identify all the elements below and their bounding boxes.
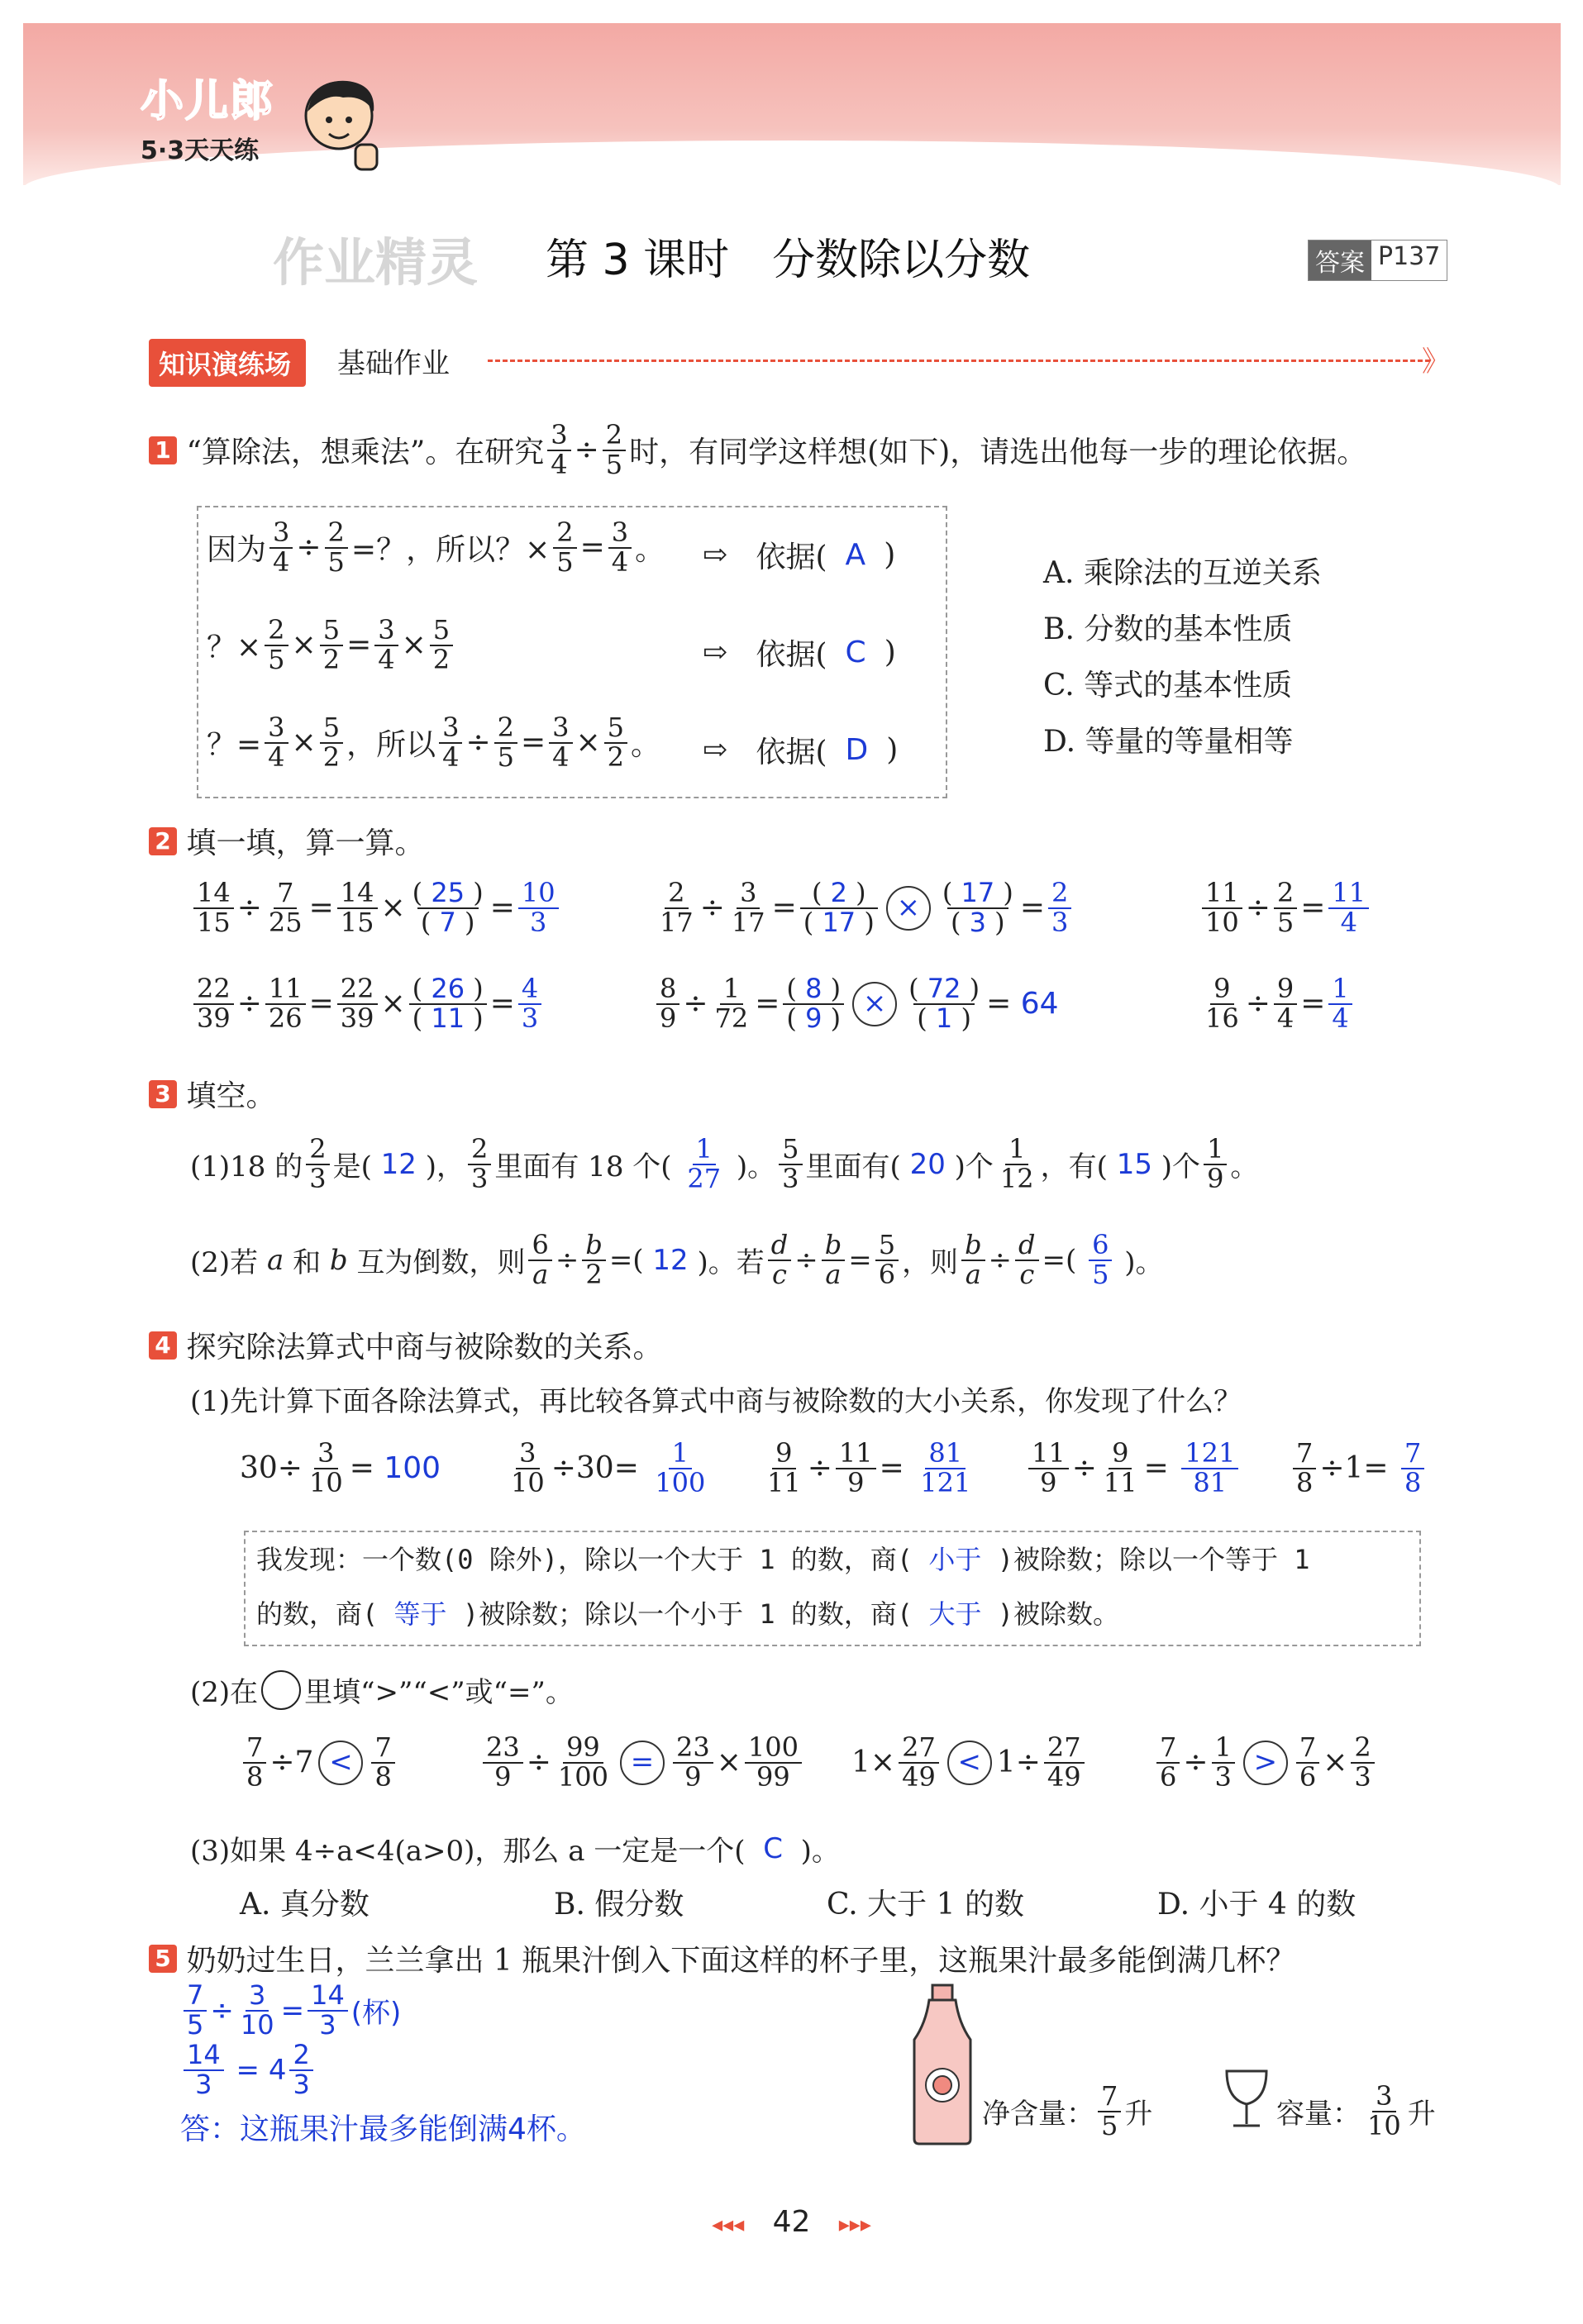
q3-stem-text: 填空。 <box>186 1079 276 1113</box>
q4-cmp2-answer: = <box>620 1741 665 1785</box>
q1-row2: ？× $\frac{2}{5}$ × $\frac{5}{2}$ = $\frac{3}{4}$ × $\frac{5}{2}$ <box>207 617 456 674</box>
q4-stem <box>149 1324 662 1366</box>
q2-r1c: $\frac{11}{10}$ ÷ $\frac{2}{5}$ = $\frac{11}{4}$ <box>1199 879 1372 936</box>
q4-option-a: A. 真分数 <box>240 1888 370 1922</box>
q1-row3: ？= $\frac{3}{4}$ × $\frac{5}{2}$ ，所以 $\frac{3}{4}$ ÷ $\frac{2}{5}$ = $\frac{3}{4}$ × $\frac{5}{2}$ 。 <box>207 712 661 773</box>
q3-stem <box>149 1073 275 1115</box>
q4-part2: (2)在 里填“>”“<”或“=”。 <box>190 1669 574 1710</box>
mascot-icon <box>298 74 389 174</box>
q1-basis-2: ⇨ 依据( C ) <box>703 636 896 672</box>
prev-arrows-icon: ◂◂◂ <box>712 2212 745 2237</box>
q2-number: 2 <box>149 827 177 855</box>
q4-ex1: 30÷ $\frac{3}{10}$ = 100 <box>240 1437 441 1498</box>
q1-answer-1: A <box>845 538 866 572</box>
q4-cmp1: $\frac{7}{8}$ ÷7 < $\frac{7}{8}$ <box>240 1734 398 1791</box>
q1-row3-so: ，所以 <box>346 728 436 763</box>
q2-stem-text: 填一填，算一算。 <box>186 826 425 860</box>
q4-part1: (1)先计算下面各除法算式，再比较各算式中商与被除数的大小关系，你发现了什么？ <box>190 1385 1242 1418</box>
watermark: 作业精灵 <box>273 232 479 293</box>
q4-cmp3-answer: < <box>947 1741 992 1785</box>
q3-part1: (1)18 的 $\frac{2}{3}$ 是( 12 )， $\frac{2}{3}$ 里面有 18 个( $\frac{1}{27}$ )。 $\frac{5}{3}$ 里面有( 20 )个 $\frac{1}{12}$ ，有( 15 )个 $\frac{1}{9}$ 。 <box>190 1133 1259 1194</box>
section-badge: 知识演练场 <box>149 339 306 387</box>
q4-finding-line2: 的数，商( 等于 )被除数；除以一个小于 1 的数，商( 大于 )被除数。 <box>256 1598 1119 1630</box>
q2-r1b-operator: × <box>886 886 931 931</box>
q2-r2b: $\frac{8}{9}$ ÷ $\frac{1}{72}$ = $\frac{( 8 )}{( 9 )}$ × $\frac{( 72 )}{( 1 )}$ = 64 <box>653 975 1059 1032</box>
juice-bottle-icon <box>909 1982 975 2147</box>
logo-main-text: 小儿郎 <box>141 77 275 126</box>
q1-row1-so: ，所以 <box>406 533 496 568</box>
q1-basis-1: ⇨ 依据( A ) <box>703 538 896 574</box>
q2-r2a: $\frac{22}{39}$ ÷ $\frac{11}{26}$ = $\frac{22}{39}$ × $\frac{( 26 )}{( 11 )}$ = $\frac{4}{3}$ <box>190 975 545 1032</box>
q4-part3: (3)如果 4÷a<4(a>0)，那么 a 一定是一个( C )。 <box>190 1831 840 1868</box>
q5-work-line2: $\frac{14}{3}$ = 4 $\frac{2}{3}$ <box>180 2041 317 2098</box>
q5-stem-text: 奶奶过生日，兰兰拿出 1 瓶果汁倒入下面这样的杯子里，这瓶果汁最多能倒满几杯？ <box>186 1944 1296 1978</box>
q4-cmp1-answer: < <box>318 1741 363 1785</box>
q4-option-c: C. 大于 1 的数 <box>827 1888 1024 1922</box>
q4-options <box>240 1881 1356 1923</box>
q3-part2: (2)若 a 和 b 互为倒数，则 $\frac{6}{a}$ ÷ $\frac{b}{2}$ =( 12 )。若 $\frac{d}{c}$ ÷ $\frac{b}{a}$ = $\frac{5}{6}$ ，则 $\frac{b}{a}$ ÷ $\frac{d}{c}$ =( $\frac{6}{5}$ )。 <box>190 1229 1164 1290</box>
q4-option-b: B. 假分数 <box>554 1888 684 1922</box>
cup-capacity: 容量： $\frac{3}{10}$ 升 <box>1276 2080 1436 2141</box>
q5-stem <box>149 1937 1295 1979</box>
next-arrows-icon: ▸▸▸ <box>838 2212 871 2237</box>
page-title: 第 3 课时 分数除以分数 <box>546 236 1031 285</box>
q1-answer-3: D <box>845 733 869 767</box>
q5-work-line1: $\frac{7}{5}$ ÷ $\frac{3}{10}$ = $\frac{14}{3}$ (杯) <box>180 1982 401 2039</box>
q5-answer: 答：这瓶果汁最多能倒满4杯。 <box>180 2112 586 2146</box>
q2-stem <box>149 820 424 862</box>
q1-row1: 因为 $\frac{3}{4}$ ÷ $\frac{2}{5}$ =？ ，所以 ？× $\frac{2}{5}$ = $\frac{3}{4}$ 。 <box>207 517 665 578</box>
q4-stem-text: 探究除法算式中商与被除数的关系。 <box>186 1331 663 1364</box>
q4-cmp2: $\frac{23}{9}$ ÷ $\frac{99}{100}$ = $\frac{23}{9}$ × $\frac{100}{99}$ <box>479 1734 805 1791</box>
q4-cmp3: 1× $\frac{27}{49}$ < 1÷ $\frac{27}{49}$ <box>851 1734 1088 1791</box>
q1-stem-a: “算除法，想乘法”。在研究 <box>186 436 545 470</box>
answer-reference <box>1308 240 1447 281</box>
q4-ex2: $\frac{3}{10}$ ÷30= $\frac{1}{100}$ <box>511 1437 706 1498</box>
q1-stem: 1 “算除法，想乘法”。在研究 $\frac{3}{4}$ ÷ $\frac{2}{5}$ 时，有同学这样想(如下)，请选出他每一步的理论依据。 <box>149 421 1366 479</box>
page-number-text: 42 <box>772 2205 811 2239</box>
q1-option-c: C. 等式的基本性质 <box>1043 669 1293 702</box>
q1-row1-because: 因为 <box>207 533 267 568</box>
q1-stem-b: 时，有同学这样想(如下)，请选出他每一步的理论依据。 <box>629 436 1367 470</box>
q1-option-b: B. 分数的基本性质 <box>1043 612 1293 646</box>
logo-sub-text: 5·3天天练 <box>141 136 260 165</box>
q4-cmp4: $\frac{7}{6}$ ÷ $\frac{1}{3}$ > $\frac{7}{6}$ × $\frac{2}{3}$ <box>1153 1734 1378 1791</box>
q4-cmp4-answer: > <box>1243 1741 1288 1785</box>
section-arrow-icon: 》 <box>1422 345 1450 379</box>
cup-icon <box>1222 2066 1271 2132</box>
q1-number: 1 <box>149 436 177 464</box>
q2-r1a: $\frac{14}{15}$ ÷ $\frac{7}{25}$ = $\frac{14}{15}$ × $\frac{( 25 )}{( 7 )}$ = $\frac{10}{3}$ <box>190 879 562 936</box>
q4-option-d: D. 小于 4 的数 <box>1157 1888 1357 1922</box>
bottle-capacity: 净含量： $\frac{7}{5}$ 升 <box>982 2080 1153 2141</box>
q4-ex3: $\frac{9}{11}$ ÷ $\frac{11}{9}$ = $\frac{81}{121}$ <box>767 1437 971 1498</box>
page-number <box>0 2205 1583 2239</box>
q1-options <box>1043 545 1322 770</box>
q4-number: 4 <box>149 1331 177 1360</box>
section-divider <box>488 360 1430 362</box>
q1-answer-2: C <box>845 636 866 669</box>
brand-logo <box>141 66 274 166</box>
section-label: 基础作业 <box>337 347 450 380</box>
q2-r2b-operator: × <box>852 982 897 1026</box>
q3-number: 3 <box>149 1080 177 1108</box>
q2-r1b: $\frac{2}{17}$ ÷ $\frac{3}{17}$ = $\frac{( 2 )}{( 17 )}$ × $\frac{( 17 )}{( 3 )}$ = $\frac{2}{3}$ <box>653 879 1075 936</box>
answer-ref-label: 答案 <box>1309 240 1371 280</box>
q2-r2c: $\frac{9}{16}$ ÷ $\frac{9}{4}$ = $\frac{1}{4}$ <box>1199 975 1356 1032</box>
q4-ex4: $\frac{11}{9}$ ÷ $\frac{9}{11}$ = $\frac{121}{81}$ <box>1025 1440 1242 1497</box>
q5-number: 5 <box>149 1945 177 1973</box>
q4-ex5: $\frac{7}{8}$ ÷1= $\frac{7}{8}$ <box>1290 1440 1428 1497</box>
q4-finding-line1: 我发现：一个数(0 除外)，除以一个大于 1 的数，商( 小于 )被除数；除以一个等于 1 <box>256 1544 1310 1575</box>
q1-option-d: D. 等量的等量相等 <box>1043 725 1294 759</box>
q1-option-a: A. 乘除法的互逆关系 <box>1043 556 1322 590</box>
answer-ref-page: P137 <box>1378 242 1441 271</box>
circle-placeholder-icon <box>261 1670 301 1710</box>
q1-basis-3: ⇨ 依据( D ) <box>703 733 899 769</box>
